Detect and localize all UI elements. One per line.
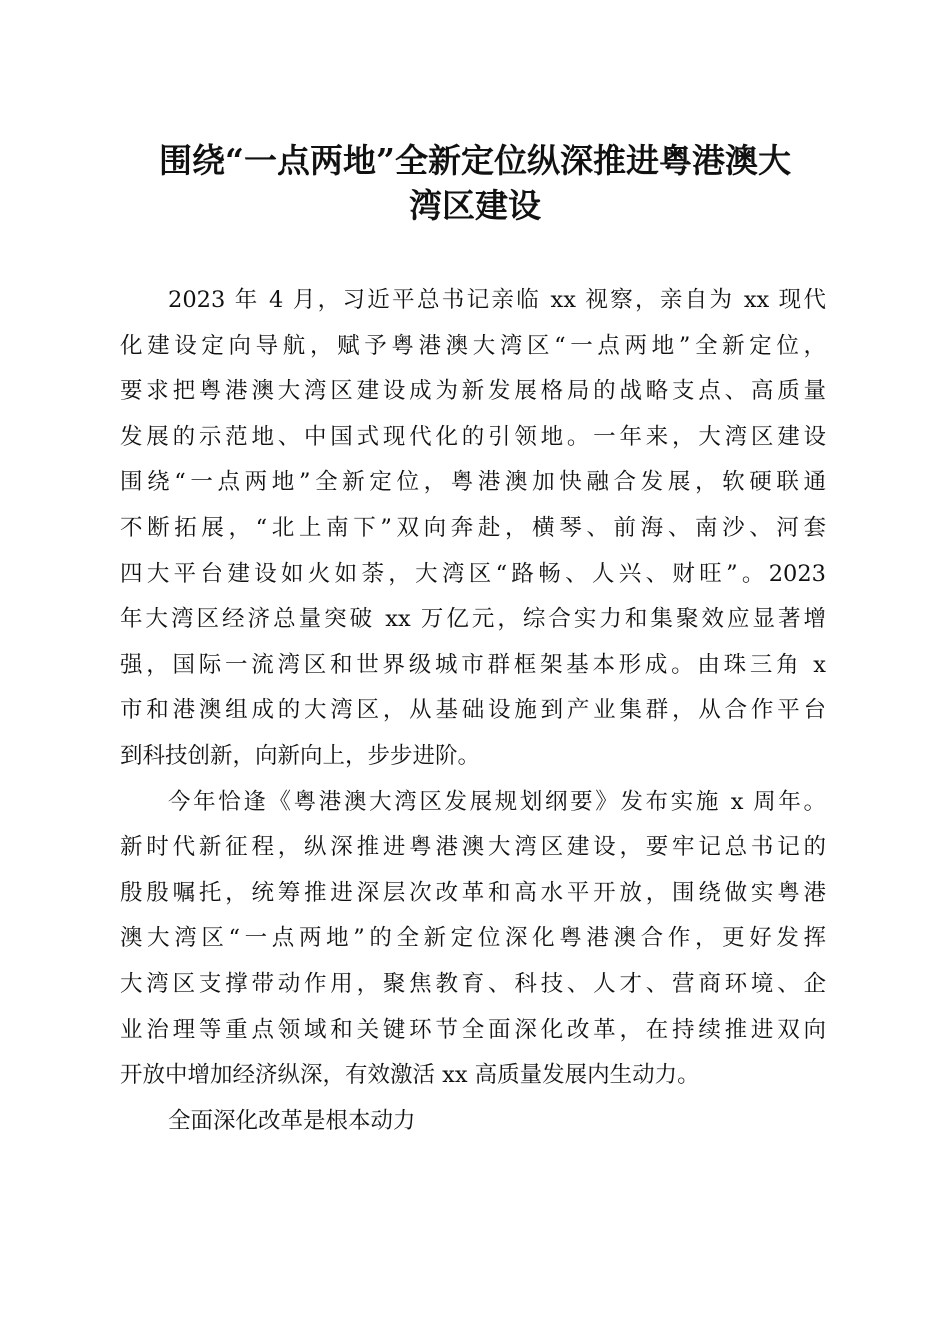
paragraph [120,1099,826,1145]
paragraph-line: 化建设定向导航，赋予粤港澳大湾区“一点两地”全新定位， [120,332,826,359]
paragraph-line: 业治理等重点领域和关键环节全面深化改革，在持续推进双向 [120,1016,826,1043]
document-title-line-1: 围绕“一点两地”全新定位纵深推进粤港澳大 [159,141,791,180]
paragraph [120,278,826,780]
paragraph-line: 澳大湾区“一点两地”的全新定位深化粤港澳合作，更好发挥 [120,925,826,952]
paragraph-line: 2023 年 4 月，习近平总书记亲临 xx 视察，亲自为 xx 现代 [168,287,826,313]
paragraph-line: 市和港澳组成的大湾区，从基础设施到产业集群，从合作平台 [120,697,826,724]
paragraph-line: 年大湾区经济总量突破 xx 万亿元，综合实力和集聚效应显著增 [120,606,826,633]
paragraph-line: 要求把粤港澳大湾区建设成为新发展格局的战略支点、高质量 [120,378,826,405]
paragraph-line: 围绕“一点两地”全新定位，粤港澳加快融合发展，软硬联通 [120,469,826,496]
paragraph-line: 新时代新征程，纵深推进粤港澳大湾区建设，要牢记总书记的 [120,834,826,861]
paragraph-line: 到科技创新，向新向上，步步进阶。 [120,742,481,769]
paragraph [120,780,826,1099]
paragraph-line: 开放中增加经济纵深，有效激活 xx 高质量发展内生动力。 [120,1062,700,1089]
paragraph-line: 发展的示范地、中国式现代化的引领地。一年来，大湾区建设 [120,423,826,450]
document-title-line-2: 湾区建设 [409,186,541,225]
document-body [120,278,826,1144]
paragraph-line: 大湾区支撑带动作用，聚焦教育、科技、人才、营商环境、企 [120,970,826,997]
paragraph-line: 全面深化改革是根本动力 [168,1107,416,1134]
paragraph-line: 不断拓展，“北上南下”双向奔赴，横琴、前海、南沙、河套 [120,514,826,541]
paragraph-line: 四大平台建设如火如荼，大湾区“路畅、人兴、财旺”。2023 [120,560,826,587]
paragraph-line: 殷殷嘱托，统筹推进深层次改革和高水平开放，围绕做实粤港 [120,879,826,906]
paragraph-line: 今年恰逢《粤港澳大湾区发展规划纲要》发布实施 x 周年。 [168,788,826,815]
paragraph-line: 强，国际一流湾区和世界级城市群框架基本形成。由珠三角 x [120,651,826,678]
